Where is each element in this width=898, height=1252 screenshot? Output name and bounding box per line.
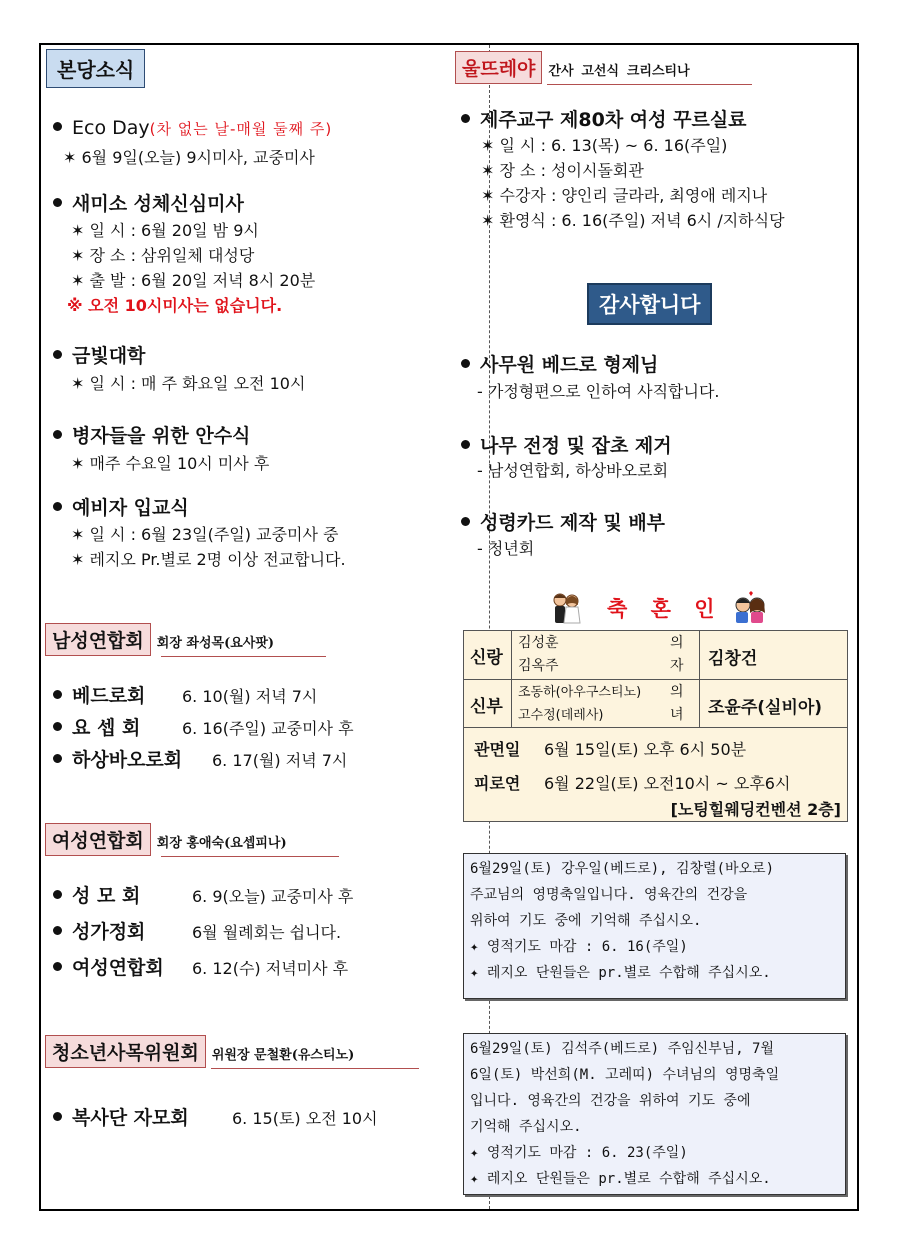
ulttre-title: 제주교구 제80차 여성 꾸르실료 bbox=[480, 109, 747, 131]
table-rule bbox=[511, 631, 512, 727]
ulttre-line: ✶ 장 소 : 성이시돌회관 bbox=[481, 161, 644, 180]
bullet-dot bbox=[53, 754, 62, 763]
men-header bbox=[45, 623, 274, 656]
saemiso-line: ✶ 일 시 : 6월 20일 밤 9시 bbox=[71, 221, 259, 240]
geumbit-title: 금빛대학 bbox=[72, 345, 146, 367]
women-item-name: 성 모 회 bbox=[72, 885, 141, 907]
note-line: 위하여 기도 중에 기억해 주십시오. bbox=[470, 913, 702, 929]
youth-header-line bbox=[211, 1068, 419, 1069]
groom-label: 신랑 bbox=[470, 648, 503, 668]
groom-rel: 의 bbox=[670, 635, 684, 651]
men-item-name: 베드로회 bbox=[72, 685, 146, 707]
bullet-dot bbox=[53, 350, 62, 359]
ansu-item bbox=[53, 421, 250, 448]
thanks-item-detail: - 청년회 bbox=[477, 539, 535, 558]
ulttre-line: ✶ 환영식 : 6. 16(주일) 저녁 6시 /지하식당 bbox=[481, 211, 785, 230]
venue: [노팅힐웨딩컨벤션 2층] bbox=[670, 800, 841, 819]
yebija-line: ✶ 일 시 : 6월 23일(주일) 교중미사 중 bbox=[71, 525, 339, 544]
youth-item bbox=[53, 1103, 378, 1130]
bullet-dot bbox=[461, 517, 470, 526]
note-line: ✦ 영적기도 마감 : 6. 16(주일) bbox=[470, 939, 688, 955]
ulttre-item bbox=[461, 105, 747, 132]
feast-note-2 bbox=[463, 1033, 846, 1195]
wedding-table bbox=[463, 630, 848, 822]
ulttre-header-line bbox=[547, 84, 752, 85]
thanks-item-detail: - 남성연합회, 하상바오로회 bbox=[477, 461, 669, 480]
women-head: 여성연합회 bbox=[45, 823, 151, 856]
women-item-name: 성가정회 bbox=[72, 921, 146, 943]
thanks-title: 감사합니다 bbox=[587, 283, 712, 325]
women-item-detail: 6. 12(수) 저녁미사 후 bbox=[192, 959, 349, 978]
youth-item-detail: 6. 15(토) 오전 10시 bbox=[232, 1109, 378, 1128]
men-item-detail: 6. 16(주일) 교중미사 후 bbox=[182, 719, 354, 738]
reception-label: 피로연 bbox=[474, 774, 521, 793]
thanks-item-detail: - 가정형편으로 인하여 사직합니다. bbox=[477, 382, 720, 401]
bride-rel: 의 bbox=[670, 684, 684, 700]
men-header-line bbox=[161, 656, 326, 657]
ansu-title: 병자들을 위한 안수식 bbox=[72, 425, 251, 447]
ansu-line: ✶ 매주 수요일 10시 미사 후 bbox=[71, 454, 270, 473]
women-header-line bbox=[161, 856, 339, 857]
ulttre-line: ✶ 수강자 : 양인리 글라라, 최영애 레지나 bbox=[481, 186, 768, 205]
ulttre-header bbox=[455, 51, 690, 84]
wedding-title-text: 축 혼 인 bbox=[607, 597, 723, 621]
ceremony-label: 관면일 bbox=[474, 740, 521, 759]
youth-sub: 위원장 문철환(유스티노) bbox=[211, 1048, 355, 1063]
bullet-dot bbox=[461, 114, 470, 123]
men-item-name: 요 셉 회 bbox=[72, 717, 141, 739]
saemiso-line: ✶ 장 소 : 삼위일체 대성당 bbox=[71, 246, 255, 265]
note-line: 6일(토) 박선희(M. 고레띠) 수녀님의 영명축일 bbox=[470, 1067, 780, 1083]
geumbit-line: ✶ 일 시 : 매 주 화요일 오전 10시 bbox=[71, 374, 306, 393]
yebija-item bbox=[53, 493, 189, 520]
bullet-dot bbox=[461, 440, 470, 449]
bride-parent: 고수정(데레사) bbox=[518, 708, 604, 723]
women-item-detail: 6. 9(오늘) 교중미사 후 bbox=[192, 887, 354, 906]
ulttre-line: ✶ 일 시 : 6. 13(목) ~ 6. 16(주일) bbox=[481, 136, 728, 155]
groom-name: 김창건 bbox=[708, 649, 758, 669]
bride-name: 조윤주(실비아) bbox=[708, 698, 823, 718]
thanks-item bbox=[461, 431, 672, 458]
thanks-item-title: 나무 전정 및 잡초 제거 bbox=[480, 435, 672, 457]
ceremony-value: 6월 15일(토) 오후 6시 50분 bbox=[544, 740, 747, 759]
men-item-detail: 6. 10(월) 저녁 7시 bbox=[182, 687, 318, 706]
kissing-couple-icon bbox=[732, 591, 768, 625]
bullet-dot bbox=[53, 122, 62, 131]
yebija-title: 예비자 입교식 bbox=[72, 497, 189, 519]
bullet-dot bbox=[53, 1112, 62, 1121]
note-line: ✦ 레지오 단원들은 pr.별로 수합해 주십시오. bbox=[470, 965, 771, 981]
note-line: ✦ 영적기도 마감 : 6. 23(주일) bbox=[470, 1145, 688, 1161]
women-item-name: 여성연합회 bbox=[72, 957, 164, 979]
right-column bbox=[451, 45, 859, 1209]
women-sub: 회장 홍애숙(요셉피나) bbox=[156, 836, 287, 851]
table-rule bbox=[464, 679, 847, 680]
men-sub: 회장 좌성목(요사팟) bbox=[156, 636, 275, 651]
thanks-item-title: 사무원 베드로 형제님 bbox=[480, 354, 659, 376]
bullet-dot bbox=[53, 690, 62, 699]
geumbit-item bbox=[53, 341, 145, 368]
women-header bbox=[45, 823, 287, 856]
bullet-dot bbox=[53, 502, 62, 511]
saemiso-notice: ※ 오전 10시미사는 없습니다. bbox=[67, 296, 283, 315]
note-line: 주교님의 영명축일입니다. 영육간의 건강을 bbox=[470, 887, 748, 903]
eco-day-note: (차 없는 날-매월 둘째 주) bbox=[149, 120, 333, 138]
saemiso-item bbox=[53, 189, 244, 216]
eco-day-line: ✶ 6월 9일(오늘) 9시미사, 교중미사 bbox=[63, 148, 315, 167]
main-title: 본당소식 bbox=[46, 49, 145, 88]
table-rule bbox=[464, 727, 847, 728]
thanks-item bbox=[461, 508, 665, 535]
bullet-dot bbox=[53, 962, 62, 971]
wedding-title bbox=[607, 593, 722, 623]
groom-parent: 김성훈 bbox=[518, 635, 559, 651]
wedding-title-row bbox=[551, 591, 768, 625]
men-item-name: 하상바오로회 bbox=[72, 749, 183, 771]
bullet-dot bbox=[461, 359, 470, 368]
bullet-dot bbox=[53, 926, 62, 935]
thanks-item-title: 성령카드 제작 및 배부 bbox=[480, 512, 666, 534]
bullet-dot bbox=[53, 890, 62, 899]
groom-rel: 자 bbox=[670, 658, 684, 674]
saemiso-title: 새미소 성체신심미사 bbox=[72, 193, 244, 215]
eco-day-item bbox=[53, 117, 332, 139]
couple-icon bbox=[551, 591, 581, 625]
bride-label: 신부 bbox=[470, 697, 503, 717]
bride-rel: 녀 bbox=[670, 707, 684, 723]
youth-head: 청소년사목위원회 bbox=[45, 1035, 206, 1068]
women-item bbox=[53, 881, 353, 908]
bride-parent: 조동하(아우구스티노) bbox=[518, 685, 642, 700]
note-line: 6월29일(토) 강우일(베드로), 김창렬(바오로) bbox=[470, 861, 775, 877]
men-item-detail: 6. 17(월) 저녁 7시 bbox=[212, 751, 348, 770]
ulttre-sub: 간사 고선식 크리스티나 bbox=[548, 64, 690, 79]
note-line: 기억해 주십시오. bbox=[470, 1119, 582, 1135]
men-item bbox=[53, 681, 317, 708]
bulletin-frame bbox=[39, 43, 859, 1211]
table-rule bbox=[699, 631, 700, 727]
groom-parent: 김옥주 bbox=[518, 658, 559, 674]
women-item bbox=[53, 917, 341, 944]
thanks-item bbox=[461, 350, 658, 377]
saemiso-line: ✶ 출 발 : 6월 20일 저녁 8시 20분 bbox=[71, 271, 316, 290]
bullet-dot bbox=[53, 722, 62, 731]
left-column bbox=[41, 45, 449, 1209]
bullet-dot bbox=[53, 198, 62, 207]
youth-header bbox=[45, 1035, 354, 1068]
ulttre-head: 울뜨레야 bbox=[455, 51, 542, 84]
yebija-line: ✶ 레지오 Pr.별로 2명 이상 전교합니다. bbox=[71, 550, 346, 569]
women-item-detail: 6월 월례회는 쉽니다. bbox=[192, 923, 342, 942]
bullet-dot bbox=[53, 430, 62, 439]
men-item bbox=[53, 713, 354, 740]
reception-value: 6월 22일(토) 오전10시 ~ 오후6시 bbox=[544, 774, 791, 793]
feast-note-1 bbox=[463, 853, 846, 999]
men-head: 남성연합회 bbox=[45, 623, 151, 656]
note-line: 6월29일(토) 김석주(베드로) 주임신부님, 7월 bbox=[470, 1041, 775, 1057]
note-line: 입니다. 영육간의 건강을 위하여 기도 중에 bbox=[470, 1093, 751, 1109]
women-item bbox=[53, 953, 348, 980]
note-line: ✦ 레지오 단원들은 pr.별로 수합해 주십시오. bbox=[470, 1171, 771, 1187]
men-item bbox=[53, 745, 347, 772]
eco-day-title: Eco Day bbox=[72, 117, 150, 139]
youth-item-name: 복사단 자모회 bbox=[72, 1107, 189, 1129]
